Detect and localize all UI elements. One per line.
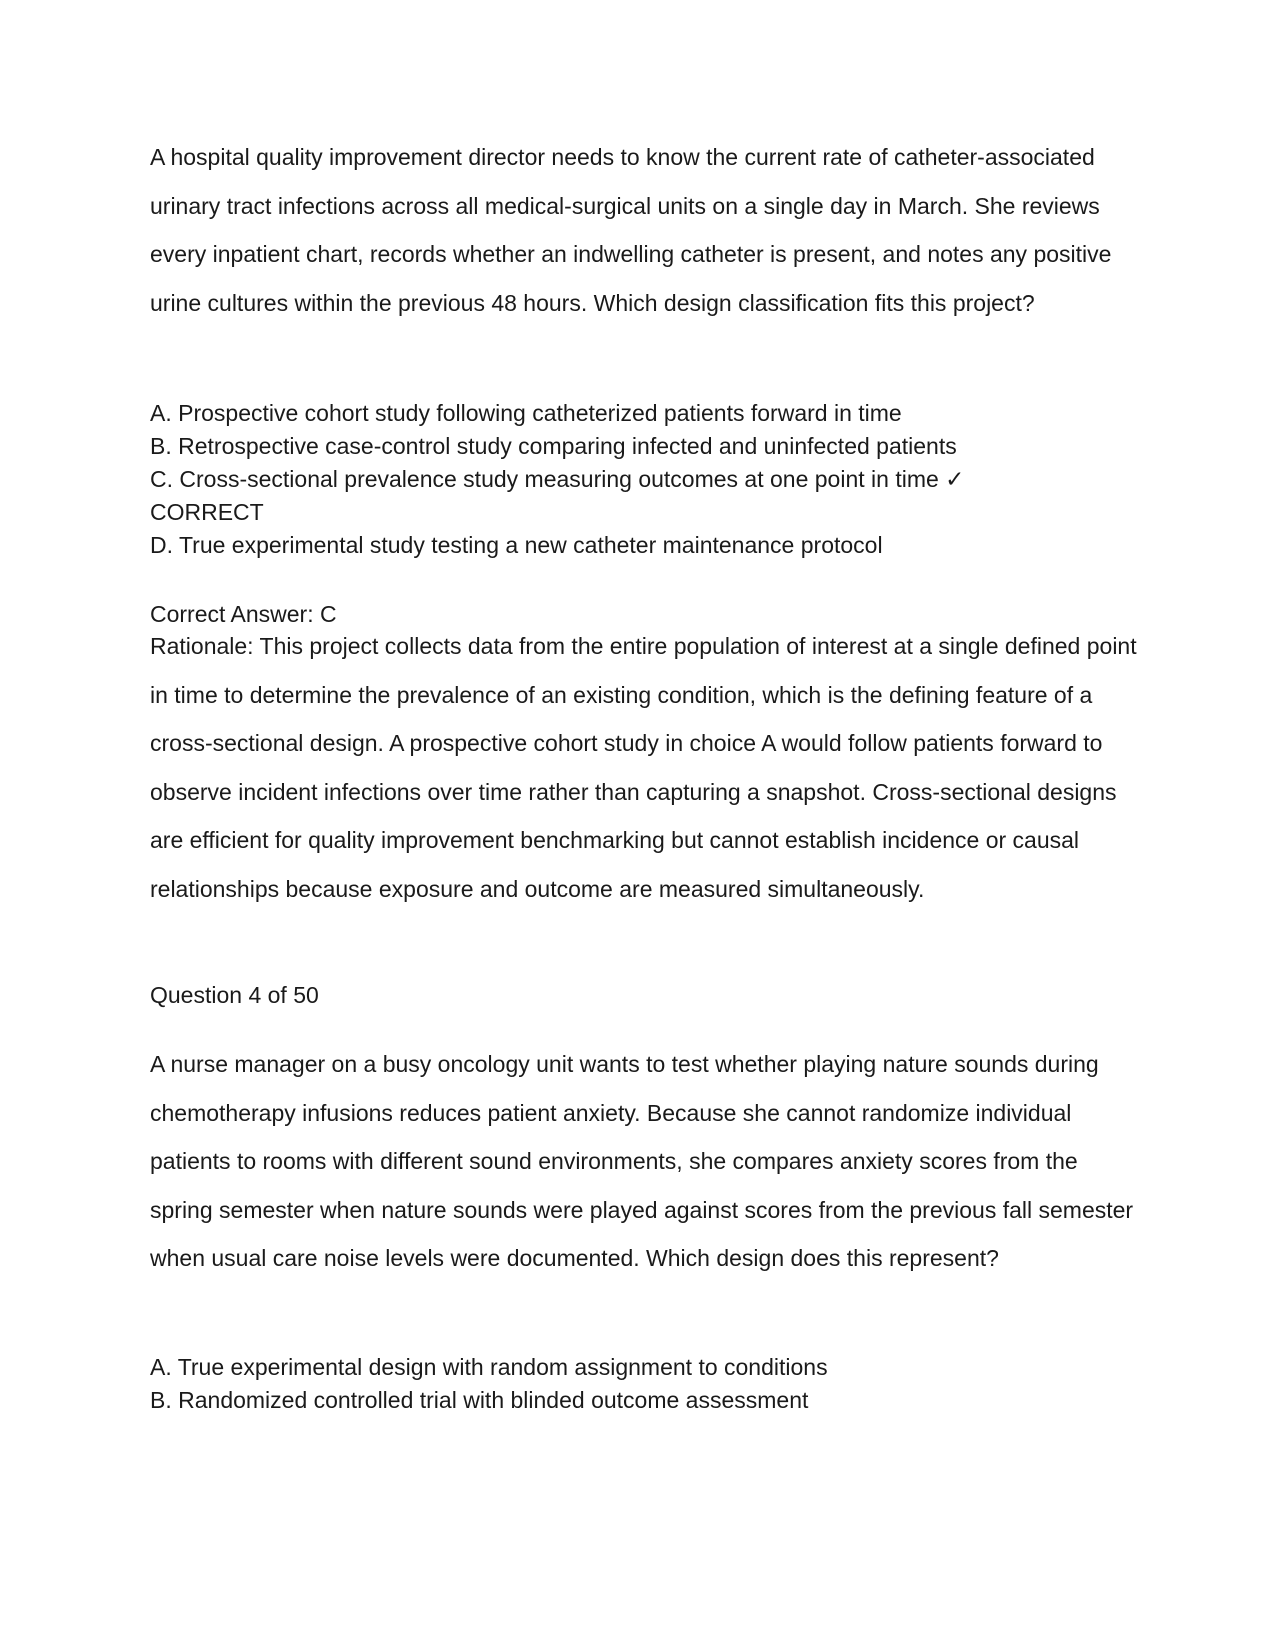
question-stem: A nurse manager on a busy oncology unit wants to test whether playing nature sounds during chemotherapy infusions reduces patient anxiety. Because she cannot randomize individual patients to rooms with different sound environments, she compares anxiety scores from the spring semester when nature sounds were played against scores from the previous fall semester when usual care noise levels were documented. Which design does this represent? [150,1051,1134,1271]
correct-marker: CORRECT [150,499,264,525]
answer-option-a: A. Prospective cohort study following catheterized patients forward in time [150,400,902,426]
answer-option-b: B. Retrospective case-control study comparing infected and uninfected patients [150,433,957,459]
correct-answer: Correct Answer: C [150,601,337,627]
answer-option-c: C. Cross-sectional prevalence study measuring outcomes at one point in time ✓ [150,466,965,492]
answer-option-d: D. True experimental study testing a new catheter maintenance protocol [150,532,883,558]
question-stem: A hospital quality improvement director needs to know the current rate of catheter-associated urinary tract infections across all medical-surgical units on a single day in March. She reviews every inpatient chart, records whether an indwelling catheter is present, and notes any positive urine cultures within the previous 48 hours. Which design classification fits this project? [150,144,1112,316]
rationale: Rationale: This project collects data from the entire population of interest at a single defined point in time to determine the prevalence of an existing condition, which is the defining feature of a cross-sectional design. A prospective cohort study in choice A would follow patients forward to observe incident infections over time rather than capturing a snapshot. Cross-sectional designs are efficient for quality improvement benchmarking but cannot establish incidence or causal relationships because exposure and outcome are measured simultaneously. [150,633,1137,902]
answer-option-b: B. Randomized controlled trial with blinded outcome assessment [150,1387,809,1413]
answer-option-a: A. True experimental design with random assignment to conditions [150,1354,828,1380]
question-heading: Question 4 of 50 [150,982,319,1008]
